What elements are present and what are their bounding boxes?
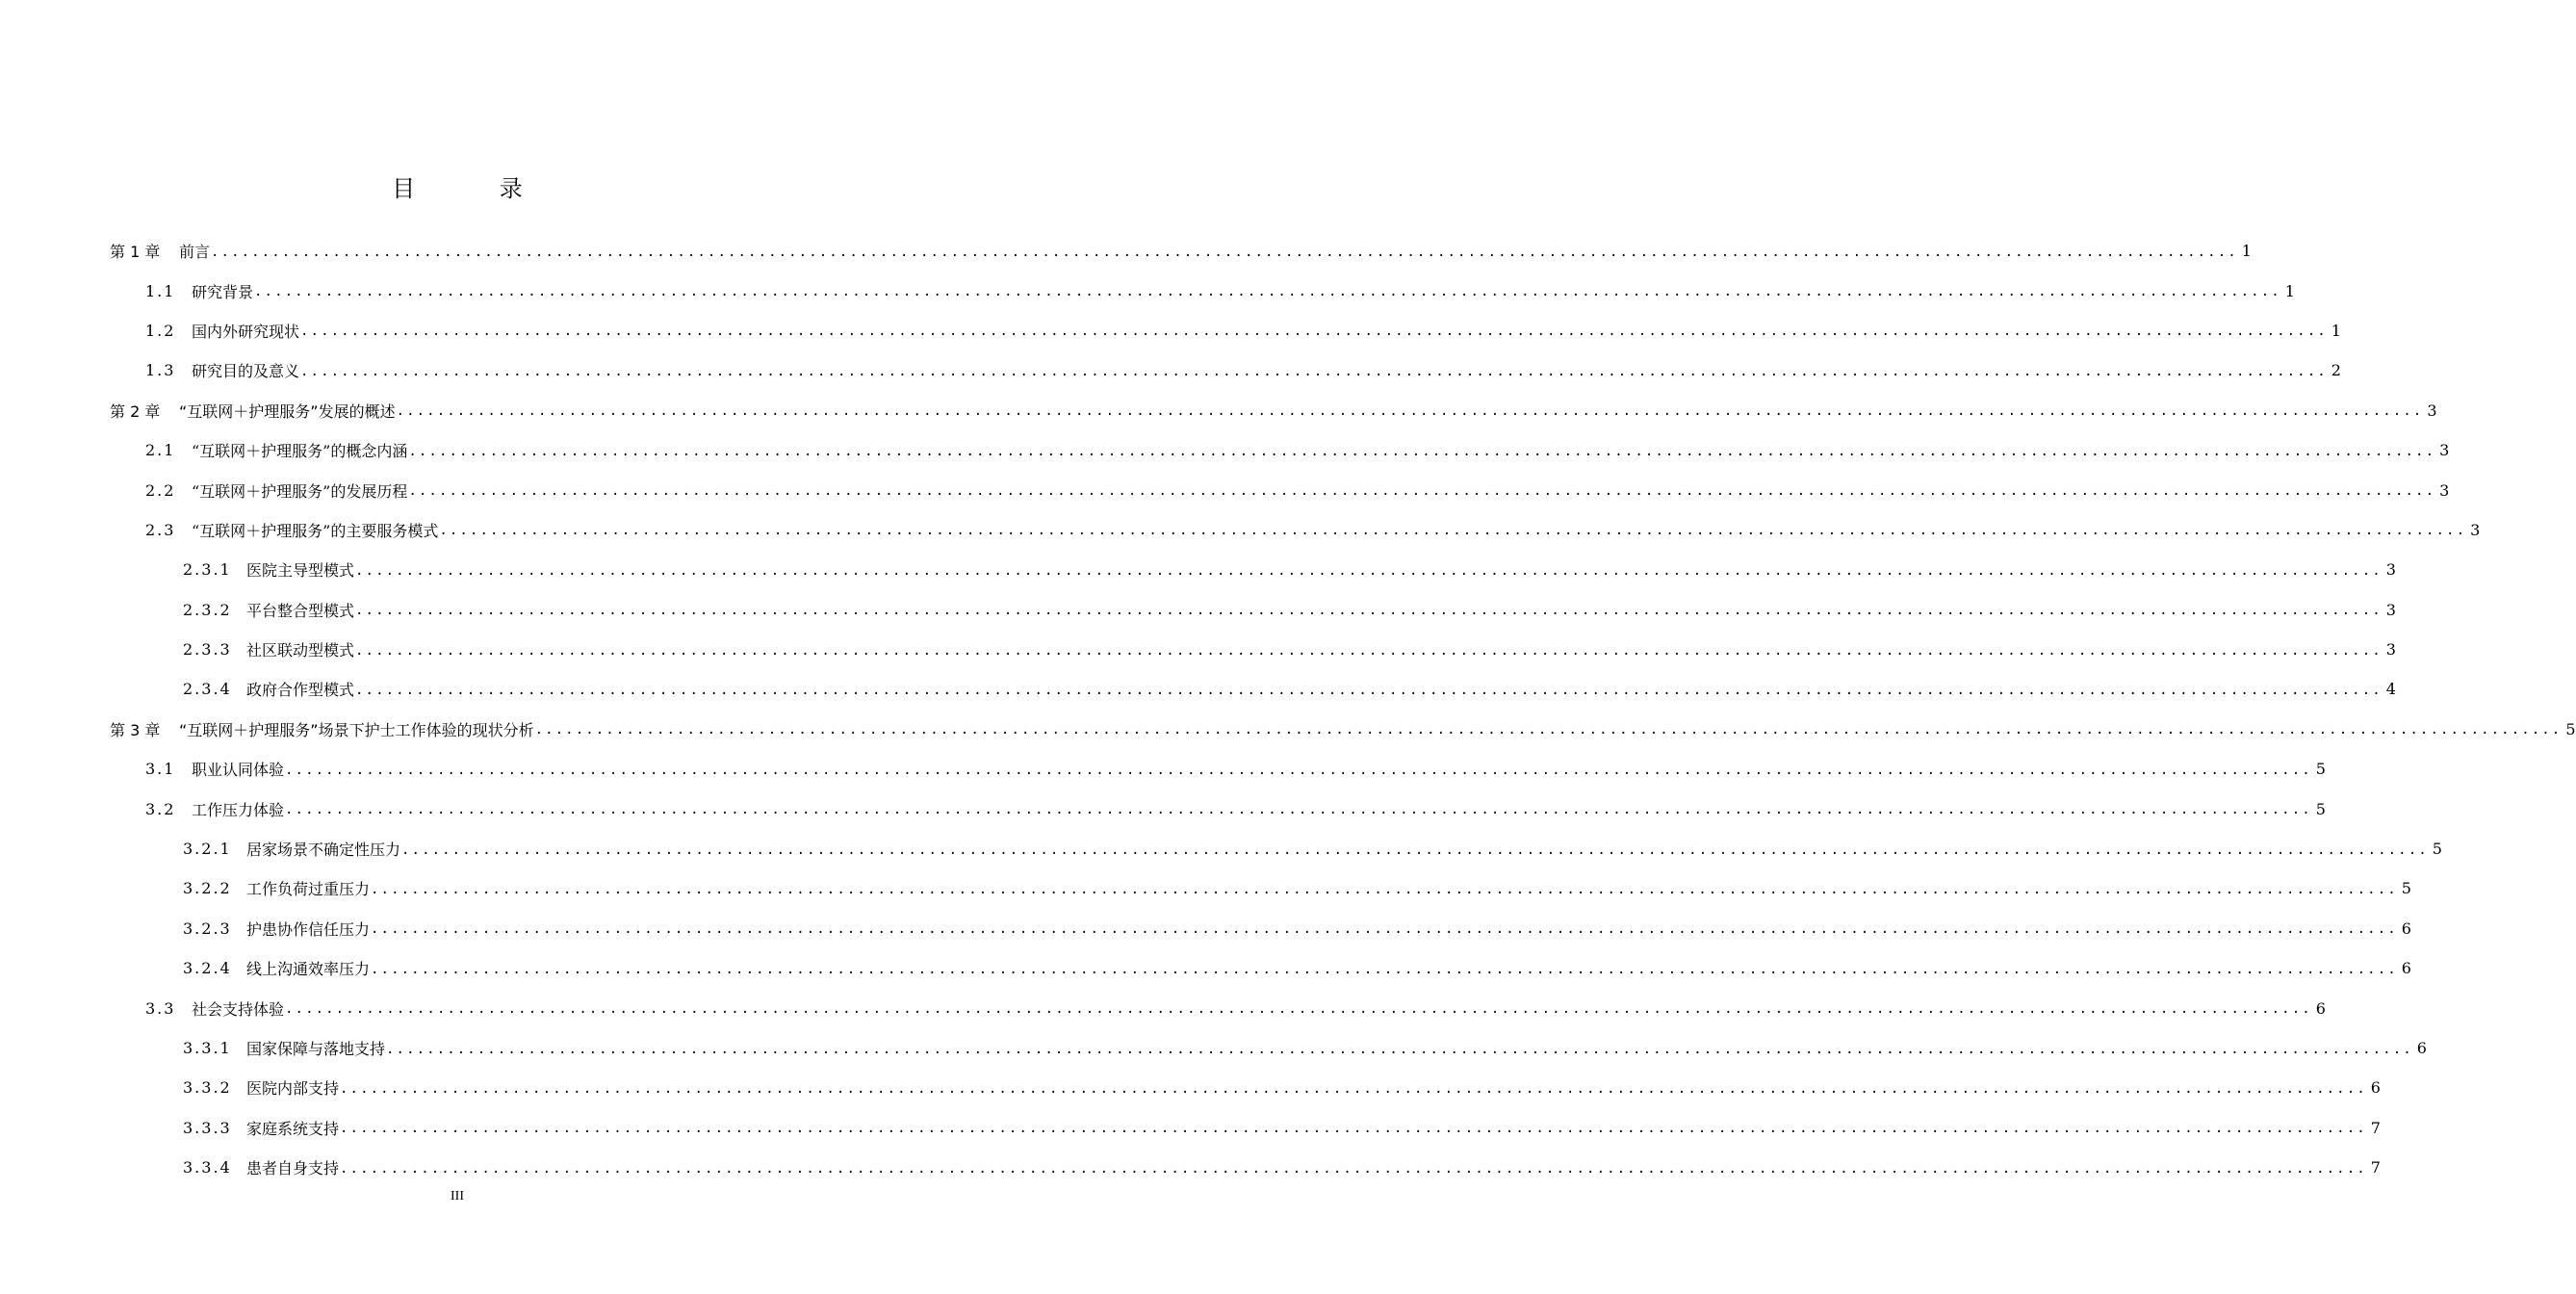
toc-dot-leader: ........................................................................................................................................................................................................: [371, 961, 2398, 977]
toc-entry-number: 2.3.4: [183, 680, 232, 699]
toc-entry-number: 3.2.3: [183, 919, 232, 938]
page-title: 目 录: [392, 175, 561, 202]
toc-dot-leader: ........................................................................................................................................................................................................: [371, 881, 2398, 897]
toc-entry-page: 1: [2241, 242, 2252, 261]
toc-entry-number: 2.3.2: [183, 600, 232, 619]
toc-entry[interactable]: [110, 988, 2326, 1027]
toc-entry-title: 社会支持体验: [192, 999, 285, 1019]
toc-entry-title: 职业认同体验: [192, 761, 285, 780]
toc-entry-page: 2: [2331, 361, 2341, 380]
toc-entry-number: 第 2 章: [110, 401, 161, 421]
toc-entry-page: 5: [2315, 760, 2326, 779]
toc-dot-leader: ........................................................................................................................................................................................................: [254, 284, 2281, 300]
toc-entry-page: 7: [2370, 1158, 2381, 1178]
toc-entry-number: 3.2.2: [183, 879, 232, 898]
toc-entry-number: 1.1: [145, 281, 176, 300]
toc-entry-title: “互联网＋护理服务”场景下护士工作体验的现状分析: [179, 720, 534, 739]
toc-entry-page: 5: [2432, 840, 2442, 859]
toc-entry[interactable]: [110, 470, 2450, 509]
toc-entry-title: 家庭系统支持: [246, 1119, 340, 1138]
toc-dot-leader: ........................................................................................................................................................................................................: [355, 562, 2383, 579]
toc-dot-leader: ........................................................................................................................................................................................................: [211, 244, 2238, 260]
toc-entry[interactable]: [110, 1108, 2381, 1148]
toc-entry-page: 6: [2315, 998, 2326, 1018]
toc-entry-number: 3.3.1: [183, 1039, 232, 1057]
toc-entry-title: 医院主导型模式: [246, 561, 355, 581]
toc-entry-number: 3.3: [145, 998, 176, 1018]
toc-entry-number: 2.3: [145, 520, 176, 539]
toc-entry-page: 3: [2385, 560, 2396, 580]
toc-entry-page: 5: [2315, 799, 2326, 818]
toc-entry-number: 第 1 章: [110, 243, 161, 262]
toc-dot-leader: ........................................................................................................................................................................................................: [371, 921, 2398, 938]
toc-entry-title: 患者自身支持: [246, 1159, 340, 1178]
toc-entry-title: 工作压力体验: [192, 800, 285, 819]
toc-dot-leader: ........................................................................................................................................................................................................: [355, 603, 2383, 619]
toc-entry-page: 3: [2470, 520, 2481, 539]
toc-entry[interactable]: [110, 1028, 2427, 1068]
toc-entry[interactable]: [110, 829, 2442, 868]
toc-dot-leader: ........................................................................................................................................................................................................: [300, 324, 2328, 340]
toc-entry-title: “互联网＋护理服务”的主要服务模式: [192, 521, 439, 540]
toc-entry-page: 1: [2331, 321, 2341, 340]
toc-entry-number: 3.1: [145, 760, 176, 779]
toc-entry-number: 2.1: [145, 441, 176, 460]
toc-entry[interactable]: [110, 271, 2295, 310]
toc-entry-page: 3: [2439, 441, 2450, 460]
toc-entry-page: 5: [2565, 719, 2576, 738]
toc-entry[interactable]: [110, 231, 2252, 271]
toc-entry-page: 6: [2370, 1078, 2381, 1098]
toc-entry[interactable]: [110, 311, 2341, 350]
toc-dot-leader: ........................................................................................................................................................................................................: [408, 483, 2436, 500]
toc-entry-number: 2.3.1: [183, 560, 232, 580]
page-number-footer: III: [451, 1189, 464, 1203]
toc-entry-number: 1.2: [145, 321, 176, 340]
toc-entry-title: 研究背景: [192, 282, 254, 301]
toc-entry[interactable]: [110, 350, 2341, 390]
toc-entry[interactable]: [110, 391, 2437, 430]
toc-entry-number: 3.3.2: [183, 1078, 232, 1098]
toc-entry[interactable]: [110, 1068, 2381, 1107]
toc-entry-page: 3: [2385, 640, 2396, 660]
toc-dot-leader: ........................................................................................................................................................................................................: [285, 802, 2312, 818]
toc-dot-leader: ........................................................................................................................................................................................................: [386, 1041, 2413, 1057]
toc-entry[interactable]: [110, 868, 2411, 908]
toc-dot-leader: ........................................................................................................................................................................................................: [285, 762, 2312, 778]
toc-entry-title: 社区联动型模式: [246, 641, 355, 660]
toc-entry-title: 研究目的及意义: [192, 362, 300, 381]
toc-entry-title: 政府合作型模式: [246, 681, 355, 700]
toc-entry-title: 居家场景不确定性压力: [246, 841, 401, 860]
toc-dot-leader: ........................................................................................................................................................................................................: [340, 1121, 2367, 1137]
toc-entry-number: 3.2: [145, 799, 176, 818]
toc-dot-leader: ........................................................................................................................................................................................................: [355, 682, 2383, 698]
toc-entry[interactable]: [110, 669, 2396, 709]
toc-entry-page: 3: [2439, 480, 2450, 500]
toc-entry[interactable]: [110, 789, 2326, 828]
toc-entry-title: 国内外研究现状: [192, 322, 300, 341]
toc-dot-leader: ........................................................................................................................................................................................................: [300, 363, 2328, 379]
toc-entry[interactable]: [110, 510, 2481, 550]
toc-entry-page: 3: [2427, 401, 2437, 420]
toc-entry-number: 2.2: [145, 480, 176, 500]
toc-entry-title: “互联网＋护理服务”的发展历程: [192, 481, 408, 501]
toc-entry-title: “互联网＋护理服务”的概念内涵: [192, 442, 408, 461]
toc-entry-number: 第 3 章: [110, 720, 161, 739]
toc-entry-number: 3.2.4: [183, 959, 232, 978]
toc-entry-page: 7: [2370, 1118, 2381, 1137]
toc-entry[interactable]: [110, 590, 2396, 630]
toc-entry[interactable]: [110, 430, 2450, 470]
toc-entry[interactable]: [110, 909, 2411, 948]
toc-entry-number: 3.3.3: [183, 1118, 232, 1137]
toc-dot-leader: ........................................................................................................................................................................................................: [408, 443, 2436, 459]
toc-entry-number: 3.2.1: [183, 840, 232, 859]
toc-entry-page: 1: [2284, 281, 2295, 300]
toc-dot-leader: ........................................................................................................................................................................................................: [401, 841, 2429, 858]
toc-dot-leader: ........................................................................................................................................................................................................: [355, 642, 2383, 659]
toc-entry-title: 平台整合型模式: [246, 601, 355, 620]
toc-entry-title: 线上沟通效率压力: [246, 960, 371, 979]
toc-entry-page: 3: [2385, 600, 2396, 619]
toc-entry-title: 医院内部支持: [246, 1079, 340, 1099]
toc-entry[interactable]: [110, 630, 2396, 669]
toc-entry-number: 3.3.4: [183, 1158, 232, 1178]
toc-entry-title: 护患协作信任压力: [246, 919, 371, 939]
toc-entry-page: 4: [2385, 680, 2396, 699]
toc-entry-title: “互联网＋护理服务”发展的概述: [179, 401, 396, 421]
table-of-contents: [110, 231, 2576, 1187]
toc-entry-title: 前言: [179, 243, 211, 262]
toc-entry-page: 5: [2401, 879, 2411, 898]
toc-dot-leader: ........................................................................................................................................................................................................: [340, 1080, 2367, 1097]
toc-entry-title: 工作负荷过重压力: [246, 880, 371, 899]
toc-entry[interactable]: [110, 710, 2576, 749]
toc-dot-leader: ........................................................................................................................................................................................................: [439, 523, 2467, 539]
toc-entry-title: 国家保障与落地支持: [246, 1040, 386, 1058]
toc-dot-leader: ........................................................................................................................................................................................................: [396, 403, 2424, 420]
toc-entry[interactable]: [110, 550, 2396, 589]
toc-entry-number: 2.3.3: [183, 640, 232, 660]
toc-dot-leader: ........................................................................................................................................................................................................: [285, 1001, 2312, 1018]
toc-entry-page: 6: [2401, 959, 2411, 978]
toc-entry-number: 1.3: [145, 361, 176, 380]
toc-dot-leader: ........................................................................................................................................................................................................: [534, 722, 2563, 738]
toc-entry[interactable]: [110, 1148, 2381, 1187]
toc-entry[interactable]: [110, 948, 2411, 988]
toc-entry[interactable]: [110, 749, 2326, 789]
toc-entry-page: 6: [2401, 919, 2411, 938]
toc-dot-leader: ........................................................................................................................................................................................................: [340, 1160, 2367, 1177]
toc-entry-page: 6: [2416, 1039, 2427, 1057]
